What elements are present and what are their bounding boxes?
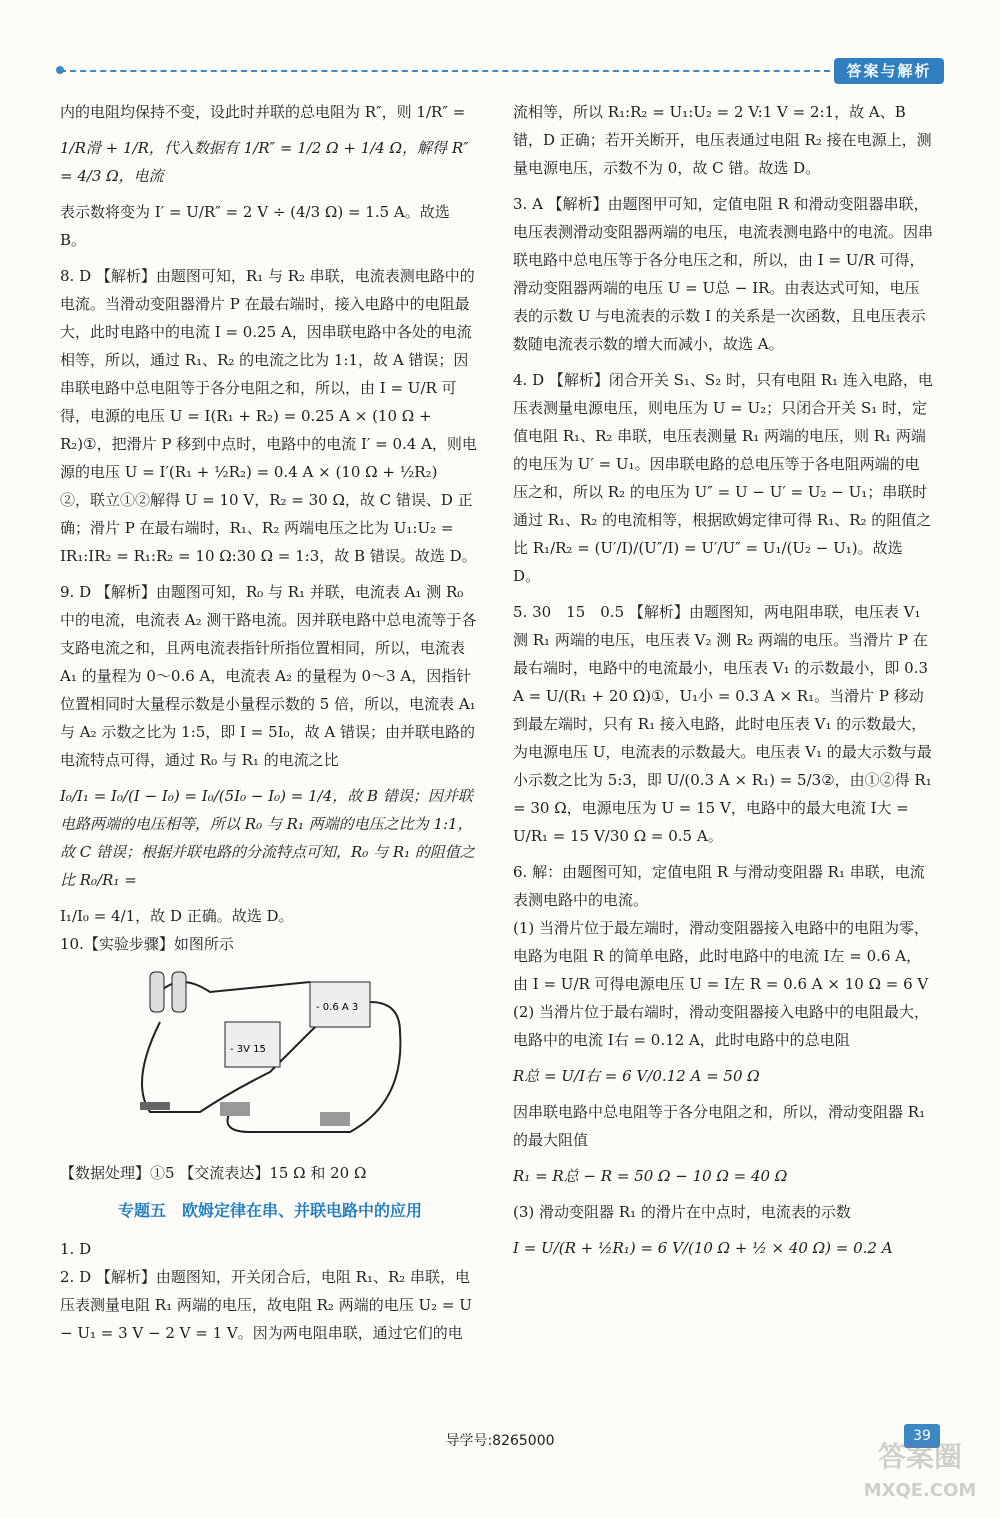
answer-9: 9. D 【解析】由题图可知，R₀ 与 R₁ 并联，电流表 A₁ 测 R₀ 中的电流，电流表 A₂ 测干路电流。因并联电路中总电流等于各支路电流之和，且两电流表指针所指位置相同，所以，电流表 A₁ 的量程为 0～0.6 A，电流表 A₂ 的量程为 0～3 A，因指针位置相同时大量程示数是小量程示数的 5 倍，所以，电流表 A₁ 与 A₂ 示数之比为 1:5，即 I = 5I₀，故 A 错误；由并联电路的电流特点可得，通过 R₀ 与 R₁ 的电流之比	[60, 583, 477, 769]
ammeter-label: - 0.6 A 3	[316, 1002, 359, 1013]
paragraph: 流相等，所以 R₁:R₂ = U₁:U₂ = 2 V:1 V = 2:1，故 A、B 错，D 正确；若开关断开，电压表通过电阻 R₂ 接在电源上，测量电源电压，示数不为 0，故 C 错。故选 D。	[513, 103, 932, 177]
resistor-icon	[220, 1102, 250, 1116]
equation: I₀/I₁ = I₀/(I − I₀) = I₀/(5I₀ − I₀) = 1/4，故 B 错误；因并联电路两端的电压相等，所以 R₀ 与 R₁ 两端的电压之比为 1:1，故 C 错误；根据并联电路的分流特点可知，R₀ 与 R₁ 的阻值之比 R₀/R₁ =	[60, 787, 475, 889]
paragraph: (3) 滑动变阻器 R₁ 的滑片在中点时，电流表的示数	[513, 1203, 851, 1221]
voltmeter-label: - 3V 15	[230, 1044, 266, 1055]
equation: 1/R滑 + 1/R，代入数据有 1/R″ = 1/2 Ω + 1/4 Ω，解得 R″ = 4/3 Ω，电流	[60, 139, 469, 185]
footer-guide: 导学号:8265000	[445, 1433, 555, 1449]
header-rule	[60, 70, 830, 72]
paragraph: 表示数将变为 I′ = U/R″ = 2 V ÷ (4/3 Ω) = 1.5 A。故选 B。	[60, 203, 450, 249]
header-badge: 答案与解析	[834, 58, 944, 84]
data-processing: 【数据处理】①5 【交流表达】15 Ω 和 20 Ω	[60, 1164, 367, 1182]
circuit-figure	[120, 962, 420, 1142]
answer-10: 10.【实验步骤】如图所示	[60, 935, 234, 953]
paragraph: (1) 当滑片位于最左端时，滑动变阻器接入电路中的电阻为零，电路为电阻 R 的简单电路，此时电路中的电流 I左 = 0.6 A，由 I = U/R 可得电源电压 U = I左 R = 0.6 A × 10 Ω = 6 V	[513, 919, 930, 993]
answer-5: 5. 30 15 0.5 【解析】由题图知，两电阻串联，电压表 V₁ 测 R₁ 两端的电压，电压表 V₂ 测 R₂ 两端的电压。当滑片 P 在最右端时，电路中的电流最小，电压表 V₁ 的示数最小，即 0.3 A = U/(R₁ + 20 Ω)①，U₁小 = 0.3 A × R₁。当滑片 P 移动到最左端时，只有 R₁ 接入电路，此时电压表 V₁ 的示数最大，为电源电压 U，电流表的示数最大。电压表 V₁ 的最大示数与最小示数之比为 5:3，即 U/(0.3 A × R₁) = 5/3②，由①②得 R₁ = 30 Ω，电源电压为 U = 15 V，电路中的最大电流 I大 = U/R₁ = 15 V/30 Ω = 0.5 A。	[513, 603, 932, 845]
equation: R₁ = R总 − R = 50 Ω − 10 Ω = 40 Ω	[513, 1167, 788, 1185]
paragraph: (2) 当滑片位于最右端时，滑动变阻器接入电路中的电阻最大，电路中的电流 I右 = 0.12 A，此时电路中的总电阻	[513, 1003, 930, 1049]
page-number: 39	[904, 1424, 940, 1448]
paragraph: I₁/I₀ = 4/1，故 D 正确。故选 D。	[60, 907, 294, 925]
watermark-text: 答案圈	[877, 1440, 962, 1473]
watermark	[850, 1440, 990, 1510]
left-column	[60, 98, 480, 1347]
battery-icon	[150, 972, 164, 1012]
answer-3: 3. A 【解析】由题图甲可知，定值电阻 R 和滑动变阻器串联，电压表测滑动变阻器两端的电压，电流表测电路中的电流。因串联电路中总电压等于各分电压之和，所以，由 I = U/R 可得，滑动变阻器两端的电压 U = U总 − IR。由表达式可知，电压表的示数 U 与电流表的示数 I 的关系是一次函数，且电压表示数随电流表示数的增大而减小，故选 A。	[513, 195, 934, 353]
answer-4: 4. D 【解析】闭合开关 S₁、S₂ 时，只有电阻 R₁ 连入电路，电压表测量电源电压，则电压为 U = U₂；只闭合开关 S₁ 时，定值电阻 R₁、R₂ 串联，电压表测量 R₁ 两端的电压，则 R₁ 两端的电压为 U′ = U₁。因串联电路的总电压等于各电阻两端的电压之和，所以 R₂ 的电压为 U″ = U − U′ = U₂ − U₁；串联时通过 R₁、R₂ 的电流相等，根据欧姆定律可得 R₁、R₂ 的阻值之比 R₁/R₂ = (U′/I)/(U″/I) = U′/U″ = U₁/(U₂ − U₁)。故选 D。	[513, 371, 933, 585]
answer-2: 2. D 【解析】由题图知，开关闭合后，电阻 R₁、R₂ 串联，电压表测量电阻 R₁ 两端的电压，故电阻 R₂ 两端的电压 U₂ = U − U₁ = 3 V − 2 V = 1 V。因为两电阻串联，通过它们的电	[60, 1268, 472, 1342]
battery-icon	[172, 972, 186, 1012]
answer-6: 6. 解：由题图可知，定值电阻 R 与滑动变阻器 R₁ 串联，电流表测电路中的电流。	[513, 863, 925, 909]
answer-1: 1. D	[60, 1240, 92, 1258]
equation: R总 = U/I右 = 6 V/0.12 A = 50 Ω	[513, 1067, 760, 1085]
paragraph: 因串联电路中总电阻等于各分电阻之和，所以，滑动变阻器 R₁ 的最大阻值	[513, 1103, 926, 1149]
right-column	[513, 98, 933, 1270]
answer-8: 8. D 【解析】由题图可知，R₁ 与 R₂ 串联，电流表测电路中的电流。当滑动变阻器滑片 P 在最右端时，接入电路中的电阻最大，此时电路中的电流 I = 0.25 A，因串联电路中各处的电流相等，所以，通过 R₁、R₂ 的电流之比为 1:1，故 A 错误；因串联电路中总电阻等于各分电阻之和，所以，由 I = U/R 可得，电源的电压 U = I(R₁ + R₂) = 0.25 A × (10 Ω + R₂)①，把滑片 P 移到中点时，电路中的电流 I′ = 0.4 A，则电源的电压 U = I′(R₁ + ½R₂) = 0.4 A × (10 Ω + ½R₂)	[60, 267, 477, 481]
section-title: 专题五 欧姆定律在串、并联电路中的应用	[117, 1201, 422, 1220]
equation: I = U/(R + ½R₁) = 6 V/(10 Ω + ½ × 40 Ω) = 0.2 A	[513, 1239, 893, 1257]
paragraph: 内的电阻均保持不变，设此时并联的总电阻为 R″，则 1/R″ =	[60, 103, 466, 121]
switch-icon	[140, 1102, 170, 1110]
resistor-icon	[320, 1112, 350, 1126]
watermark-url: MXQE.COM	[863, 1480, 977, 1501]
paragraph: ②，联立①②解得 U = 10 V，R₂ = 30 Ω，故 C 错误、D 正确；滑片 P 在最右端时，R₁、R₂ 两端电压之比为 U₁:U₂ = IR₁:IR₂ = R₁:R₂ = 10 Ω:30 Ω = 1:3，故 B 错误。故选 D。	[60, 491, 477, 565]
